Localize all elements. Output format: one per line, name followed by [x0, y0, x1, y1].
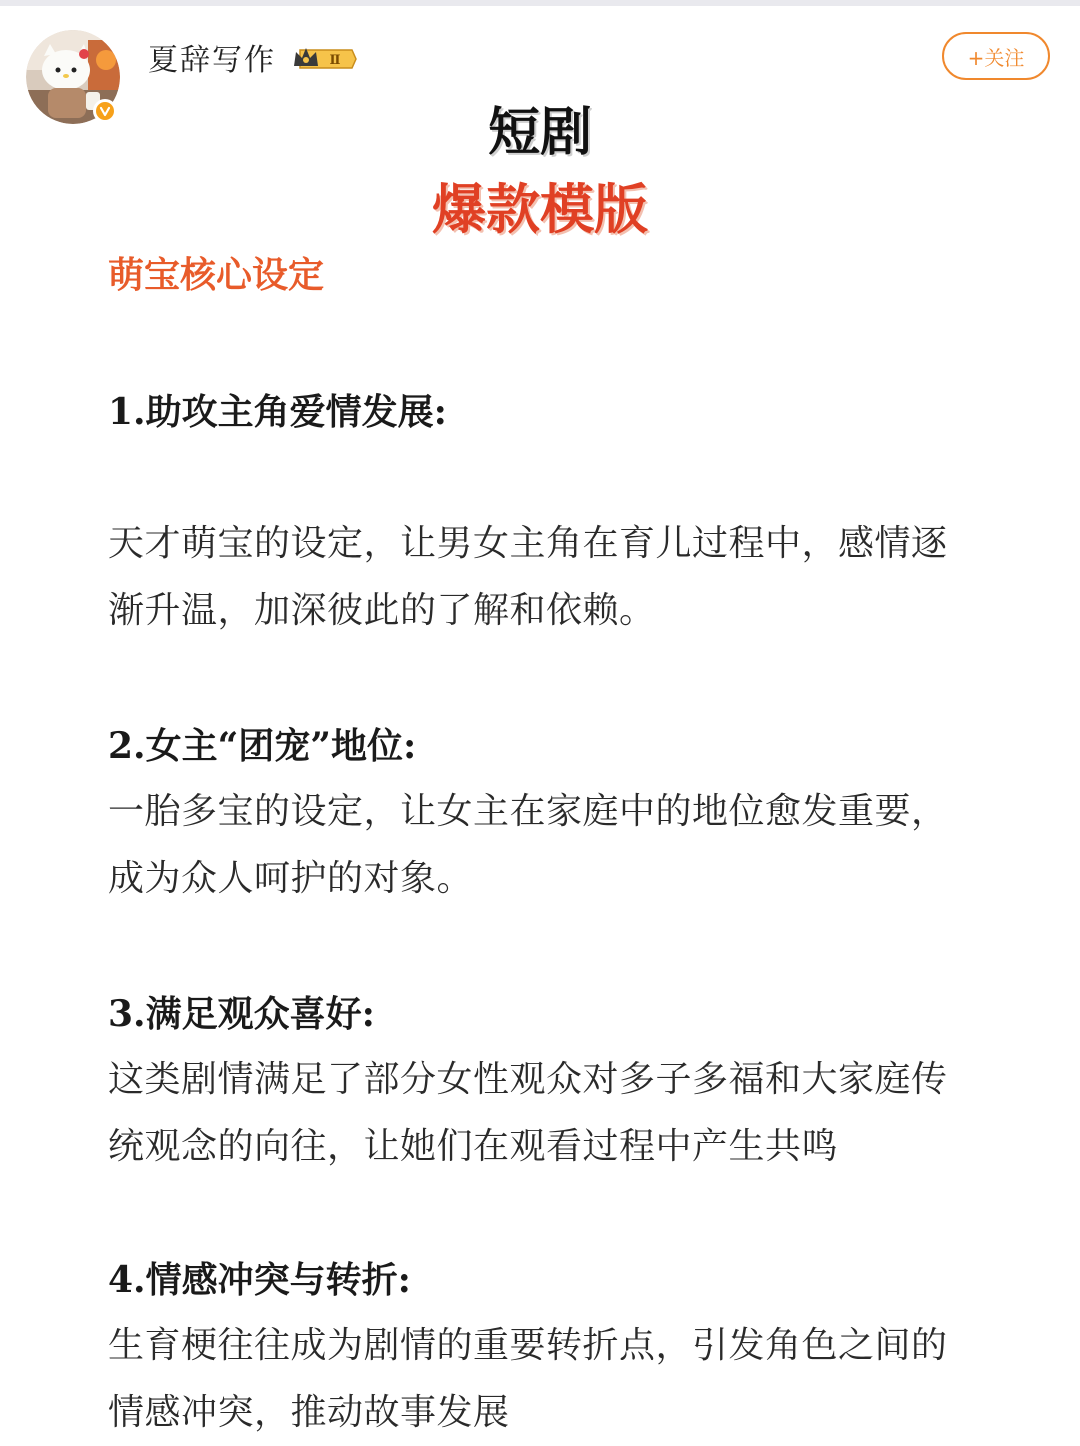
point-body-2: 一胎多宝的设定，让女主在家庭中的地位愈发重要，成为众人呵护的对象。	[108, 791, 948, 899]
page-title: 短剧	[487, 103, 592, 163]
point-heading-1: 1.助攻主角爱情发展:	[108, 391, 447, 433]
section-label: 萌宝核心设定	[108, 254, 325, 296]
point-heading-4: 4.情感冲突与转折:	[108, 1259, 411, 1301]
level-badge-label: Ⅱ	[329, 53, 341, 68]
page-subtitle: 爆款模版	[432, 178, 648, 241]
status-strip	[0, 0, 1080, 6]
follow-button[interactable]: +关注	[942, 32, 1050, 80]
point-heading-2: 2.女主“团宠”地位:	[108, 725, 417, 767]
point-body-3: 这类剧情满足了部分女性观众对多子多福和大家庭传统观念的向往，让她们在观看过程中产生共鸣	[108, 1059, 948, 1167]
point-heading-3: 3.满足观众喜好:	[108, 993, 375, 1035]
point-body-1: 天才萌宝的设定，让男女主角在育儿过程中，感情逐渐升温，加深彼此的了解和依赖。	[108, 523, 948, 631]
level-badge-icon	[292, 44, 358, 74]
point-body-4: 生育梗往往成为剧情的重要转折点，引发角色之间的情感冲突，推动故事发展	[108, 1325, 948, 1433]
username[interactable]: 夏辞写作	[148, 43, 276, 78]
